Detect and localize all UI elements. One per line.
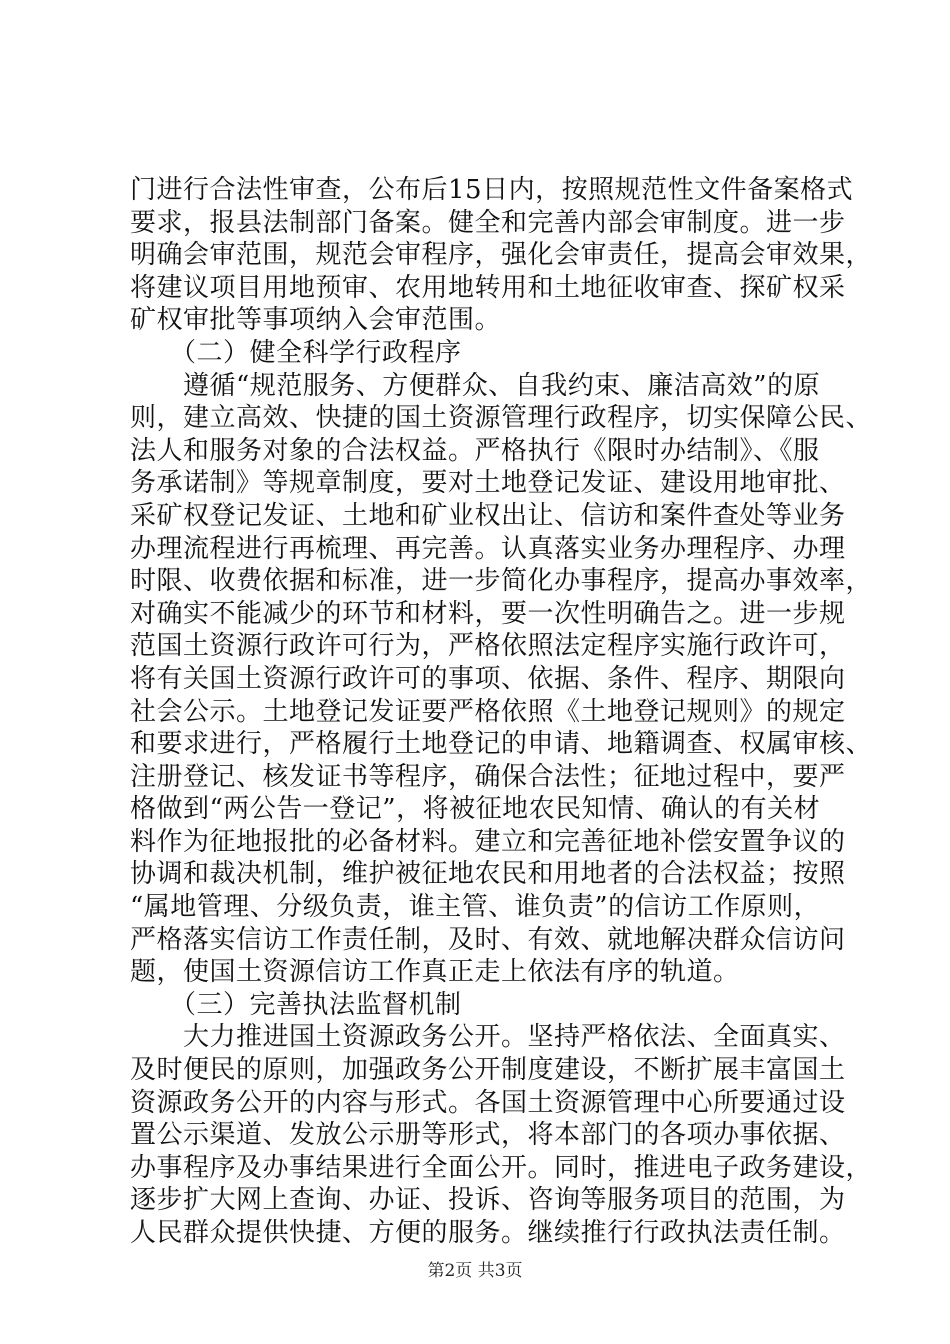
text-line: 逐步扩大网上查询、办证、投诉、咨询等服务项目的范围，为 [130, 1185, 846, 1216]
text-line: 门进行合法性审查，公布后15日内，按照规范性文件备案格式 [130, 175, 854, 205]
text-line: 遵循“规范服务、方便群众、自我约束、廉洁高效”的原 [130, 370, 821, 401]
text-line: 办理流程进行再梳理、再完善。认真落实业务办理程序、办理 [130, 533, 846, 564]
text-line: 协调和裁决机制，维护被征地农民和用地者的合法权益；按照 [130, 859, 846, 890]
document-body [130, 174, 873, 1250]
text-line: 办事程序及办事结果进行全面公开。同时，推进电子政务建设， [130, 1152, 873, 1183]
text-line: 和要求进行，严格履行土地登记的申请、地籍调查、权属审核、 [130, 729, 873, 760]
text-line: 严格落实信访工作责任制，及时、有效、就地解决群众信访问 [130, 924, 846, 955]
text-line: 注册登记、核发证书等程序，确保合法性；征地过程中，要严 [130, 761, 846, 792]
text-line: 题，使国土资源信访工作真正走上依法有序的轨道。 [130, 957, 740, 988]
text-line: 大力推进国土资源政务公开。坚持严格依法、全面真实、 [130, 1022, 846, 1053]
text-line: 则，建立高效、快捷的国土资源管理行政程序，切实保障公民、 [130, 403, 873, 434]
text-line: 将有关国土资源行政许可的事项、依据、条件、程序、期限向 [130, 663, 846, 694]
section-heading: （三）完善执法监督机制 [130, 989, 462, 1020]
text-line: 及时便民的原则，加强政务公开制度建设，不断扩展丰富国土 [130, 1055, 846, 1086]
text-line: “属地管理、分级负责，谁主管、谁负责”的信访工作原则， [130, 892, 821, 923]
text-line: 矿权审批等事项纳入会审范围。 [130, 305, 502, 336]
text-line: 格做到“两公告一登记”，将被征地农民知情、确认的有关材 [130, 794, 821, 825]
text-line: 置公示渠道、发放公示册等形式，将本部门的各项办事依据、 [130, 1120, 846, 1151]
page-number-footer: 第2页 共3页 [427, 1261, 523, 1281]
text-line: 务承诺制》等规章制度，要对土地登记发证、建设用地审批、 [130, 468, 846, 499]
text-line: 社会公示。土地登记发证要严格依照《土地登记规则》的规定 [130, 696, 846, 727]
text-line: 法人和服务对象的合法权益。严格执行《限时办结制》、《服 [130, 435, 820, 466]
text-line: 要求，报县法制部门备案。健全和完善内部会审制度。进一步 [130, 207, 846, 238]
text-line: 料作为征地报批的必备材料。建立和完善征地补偿安置争议的 [130, 826, 846, 857]
text-line: 时限、收费依据和标准，进一步简化办事程序，提高办事效率， [130, 566, 873, 597]
text-line: 资源政务公开的内容与形式。各国土资源管理中心所要通过设 [130, 1087, 846, 1118]
text-line: 人民群众提供快捷、方便的服务。继续推行行政执法责任制。 [130, 1218, 846, 1248]
text-line: 将建议项目用地预审、农用地转用和土地征收审查、探矿权采 [130, 272, 846, 303]
text-line: 明确会审范围，规范会审程序，强化会审责任，提高会审效果， [130, 240, 873, 271]
text-line: 对确实不能减少的环节和材料，要一次性明确告之。进一步规 [130, 598, 846, 629]
section-heading: （二）健全科学行政程序 [130, 337, 462, 368]
text-line: 范国土资源行政许可行为，严格依照法定程序实施行政许可， [130, 631, 846, 662]
text-line: 采矿权登记发证、土地和矿业权出让、信访和案件查处等业务 [130, 500, 846, 531]
